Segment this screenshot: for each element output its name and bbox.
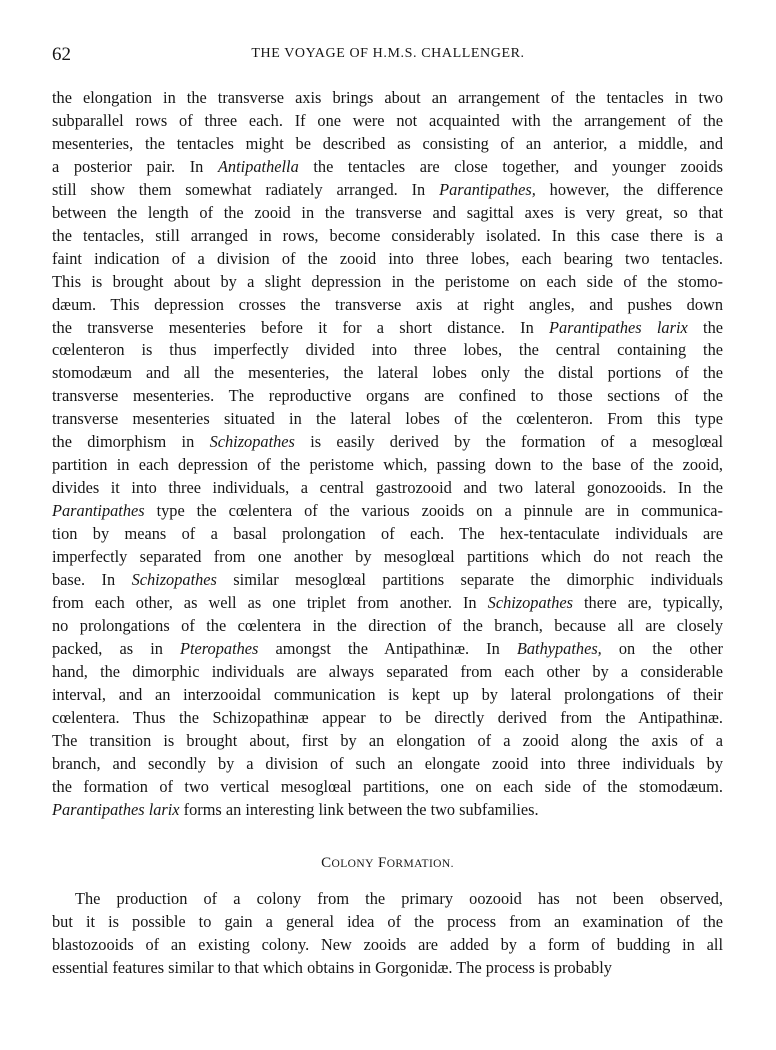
heading-rest-2: ORMATION. [386,858,454,870]
italic-taxon: Bathypathes, [516,638,602,658]
text-line: cœlentera. Thus the Schizopathinæ appear to be directly derived from the Antipathinæ. [52,707,723,727]
italic-taxon: Parantipathes larix [549,317,688,337]
text-line: no prolongations of the cœlentera in the direction of the branch, because all are closely [52,615,723,635]
text-line: from each other, as well as one triplet from another. In Schizopathes there are, typically, [52,592,723,612]
text-line: This is brought about by a slight depression in the peristome on each side of the stomo- [52,271,723,291]
body-paragraph-2 [52,888,723,980]
text-line: tion by means of a basal prolongation of each. The hex-tentaculate individuals are [52,524,723,544]
running-title: THE VOYAGE OF H.M.S. CHALLENGER. [251,46,525,61]
text-line: dæum. This depression crosses the transverse axis at right angles, and pushes down [52,294,723,314]
text-line: blastozooids of an existing colony. New zooids are added by a form of budding in all [52,934,723,954]
italic-taxon: Parantipathes [52,501,145,521]
text-line: faint indication of a division of the zooid into three lobes, each bearing two tentacles. [52,248,723,268]
italic-taxon: Parantipathes, [439,179,536,199]
text-line: still show them somewhat radiately arranged. In Parantipathes, however, the difference [52,179,723,199]
text-line: transverse mesenteries. The reproductive organs are confined to those sections of the [52,386,723,406]
italic-taxon: Schizopathes [487,592,573,612]
text-line: a posterior pair. In Antipathella the tentacles are close together, and younger zooids [52,156,724,176]
text-line: hand, the dimorphic individuals are always separated from each other by a considerable [52,661,723,681]
text-line: Parantipathes larix forms an interesting link between the two subfamilies. [52,799,539,819]
text-line: imperfectly separated from one another by mesoglœal partitions which do not reach the [52,547,723,567]
text-line: between the length of the zooid in the transverse and sagittal axes is very great, so that [52,202,723,222]
page-number: 62 [52,44,71,65]
text-line: the formation of two vertical mesoglœal partitions, one on each side of the stomodæum. [52,776,723,796]
running-head [52,44,724,70]
text-line: transverse mesenteries situated in the lateral lobes of the cœlenteron. From this type [52,409,723,429]
text-line: The production of a colony from the primary oozooid has not been observed, [75,889,723,908]
text-line: branch, and secondly by a division of such an elongate zooid into three individuals by [52,753,723,773]
text-line: subparallel rows of three each. If one were not acquainted with the arrangement of the [52,110,723,130]
text-line: the transverse mesenteries before it for a short distance. In Parantipathes larix the [52,317,723,337]
text-line: divides it into three individuals, a central gastrozooid and two lateral gonozooids. In the [52,478,723,498]
text-line: stomodæum and all the mesenteries, the lateral lobes only the distal portions of the [52,363,723,383]
italic-taxon: Schizopathes [209,432,295,452]
italic-taxon: Parantipathes larix [52,799,180,819]
body-paragraph-1 [52,87,723,822]
text-line: but it is possible to gain a general idea of the process from an examination of the [52,911,723,931]
text-line: essential features similar to that which obtains in Gorgonidæ. The process is probably [52,957,612,977]
text-line: cœlenteron is thus imperfectly divided into three lobes, the central containing the [52,340,723,360]
italic-taxon: Schizopathes [131,570,217,590]
text-line: the elongation in the transverse axis brings about an arrangement of the tentacles in two [52,88,723,107]
text-line: the tentacles, still arranged in rows, become considerably isolated. In this case there is a [52,225,723,245]
italic-taxon: Antipathella [217,156,299,176]
text-line: packed, as in Pteropathes amongst the Antipathinæ. In Bathypathes, on the other [52,638,723,658]
text-line: The transition is brought about, first by an elongation of a zooid along the axis of a [52,730,723,750]
heading-initial-2: F [377,855,387,871]
text-line: interval, and an interzooidal communication is kept up by lateral prolongations of their [52,684,723,704]
heading-rest-1: OLONY [331,858,374,870]
heading-initial-1: C [321,855,332,871]
text-line: base. In Schizopathes similar mesoglœal partitions separate the dimorphic individuals [52,570,723,590]
italic-taxon: Pteropathes [180,638,259,658]
text-line: mesenteries, the tentacles might be described as consisting of an anterior, a middle, and [52,133,723,153]
text-line: the dimorphism in Schizopathes is easily derived by the formation of a mesoglœal [52,432,723,452]
text-line: partition in each depression of the peristome which, passing down to the base of the zooid, [52,455,723,475]
section-heading [52,855,723,872]
text-line: Parantipathes type the cœlentera of the various zooids on a pinnule are in communica- [52,501,723,521]
